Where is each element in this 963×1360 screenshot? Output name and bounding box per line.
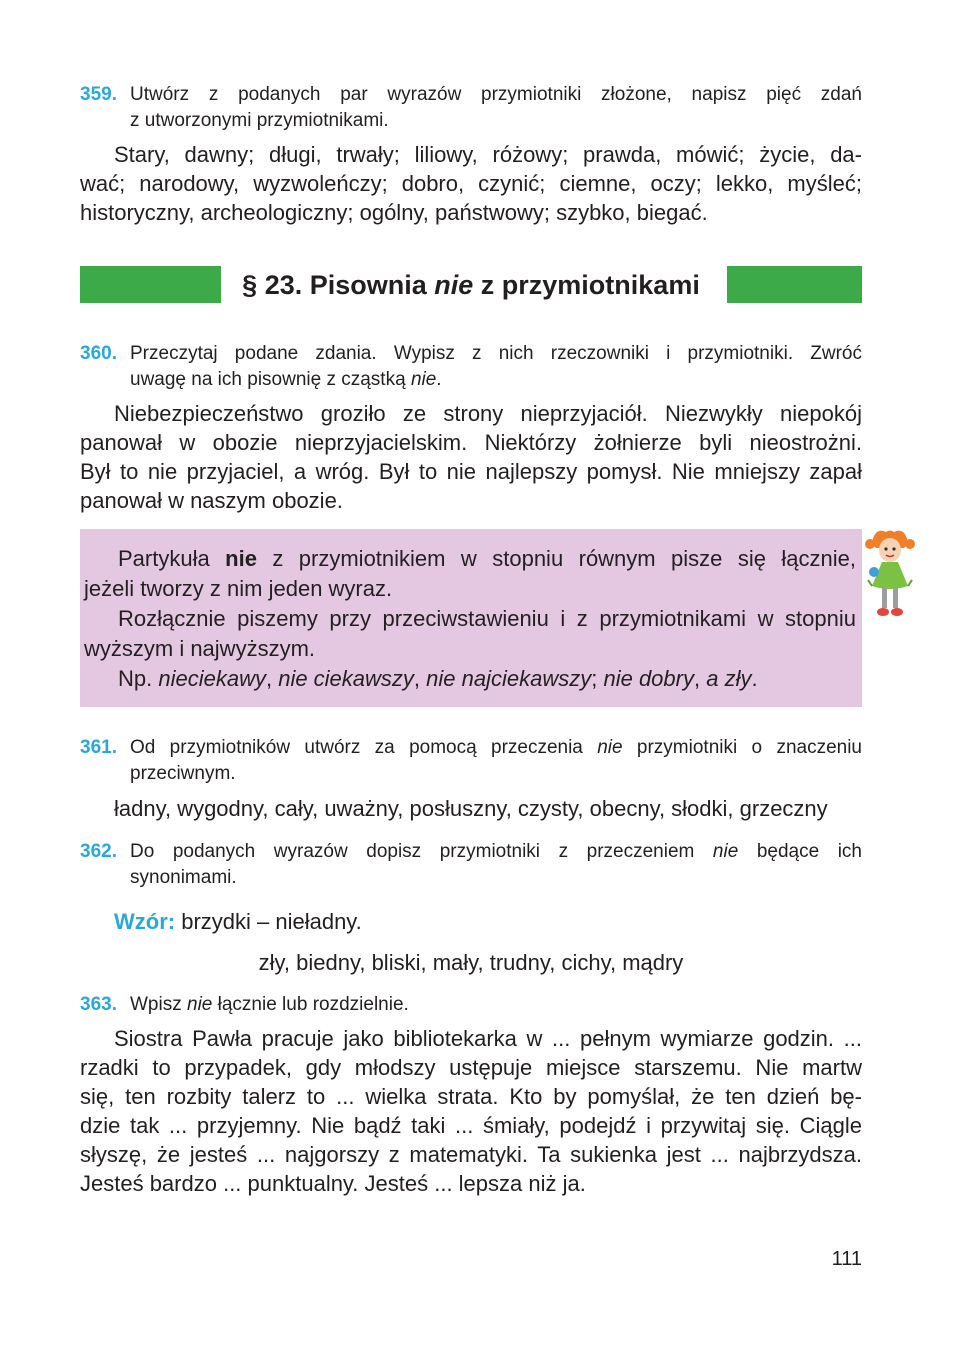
example-label: Wzór: [114, 909, 176, 934]
exercise-361-words: ładny, wygodny, cały, uważny, posłuszny, czysty, obecny, słodki, grzeczny [114, 796, 828, 821]
exercise-number: 360. [80, 343, 117, 364]
exercise-number: 362. [80, 841, 117, 862]
exercise-359-text: Stary, dawny; długi, trwały; liliowy, różowy; prawda, mówić; życie, da- wać; narodowy, wyzwoleńczy; dobro, czynić; ciemne, oczy; lekko, myśleć; historyczny, archeologiczny; ogólny, państwowy; szybko, biegać. [80, 142, 862, 225]
exercise-363-text: Siostra Pawła pracuje jako bibliotekarka w ... pełnym wymiarze godzin. ... rzadki to przypadek, gdy młodszy ustępuje miejsce starszemu. Nie martw się, ten rozbity talerz to ... wielka strata. Kto by pomyślał, że ten dzień bę- dzie tak ... przyjemny. Nie bądź taki ... śmiały, podejdź i przywitaj się. Ciągle słyszę, że jesteś ... najgorszy z matematyki. Ta sukienka jest ... najbrzydsza. Jesteś bardzo ... punktualny. Jesteś ... lepsza niż ja. [80, 1026, 862, 1196]
fairy-girl-illustration [864, 528, 916, 620]
exercise-360-text: Niebezpieczeństwo groziło ze strony nieprzyjaciół. Niezwykły niepokój panował w obozie nieprzyjacielskim. Niektórzy żołnierze byli nieostrożni. Był to nie przyjaciel, a wróg. Był to nie najlepszy pomysł. Nie mniejszy zapał panował w naszym obozie. [80, 401, 862, 513]
rule-text: Partykuła nie z przymiotnikiem w stopniu równym pisze się łącznie, jeżeli tworzy z nim jeden wyraz. Rozłącznie piszemy przy przeciwstawieniu i z przymiotnikami w stopniu wyższym i najwyższym. Np. nieciekawy, nie ciekawszy, nie najciekawszy; nie dobry, a zły. [84, 544, 856, 694]
exercise-363-instruction: 363. Wpisz nie łącznie lub rozdzielnie. [80, 992, 862, 1018]
rule-examples: Np. nieciekawy, nie ciekawszy, nie najciekawszy; nie dobry, a zły. [118, 666, 758, 691]
exercise-number: 359. [80, 84, 117, 105]
exercise-number: 363. [80, 994, 117, 1015]
section-title: § 23. Pisownia nie z przymiotnikami [242, 270, 700, 300]
exercise-361-instruction: 361. Od przymiotników utwórz za pomocą przeczenia nie przymiotniki o znaczeniu przeciwnym. [80, 737, 862, 784]
exercise-360-instruction: 360. Przeczytaj podane zdania. Wypisz z nich rzeczowniki i przymiotniki. Zwróć uwagę na ich pisownię z cząstką nie. [80, 343, 862, 390]
section-heading [80, 266, 862, 303]
exercise-362-words: zły, biedny, bliski, mały, trudny, cichy, mądry [258, 950, 684, 975]
exercise-362-instruction: 362. Do podanych wyrazów dopisz przymiotniki z przeczeniem nie będące ich synonimami. [80, 841, 862, 888]
page-number: 111 [831, 1248, 862, 1270]
exercise-362-example: Wzór: brzydki – nieładny. [114, 909, 362, 934]
exercise-number: 361. [80, 737, 117, 758]
exercise-359-instruction: 359. Utwórz z podanych par wyrazów przymiotniki złożone, napisz pięć zdań z utworzonymi przymiotnikami. [80, 84, 862, 131]
